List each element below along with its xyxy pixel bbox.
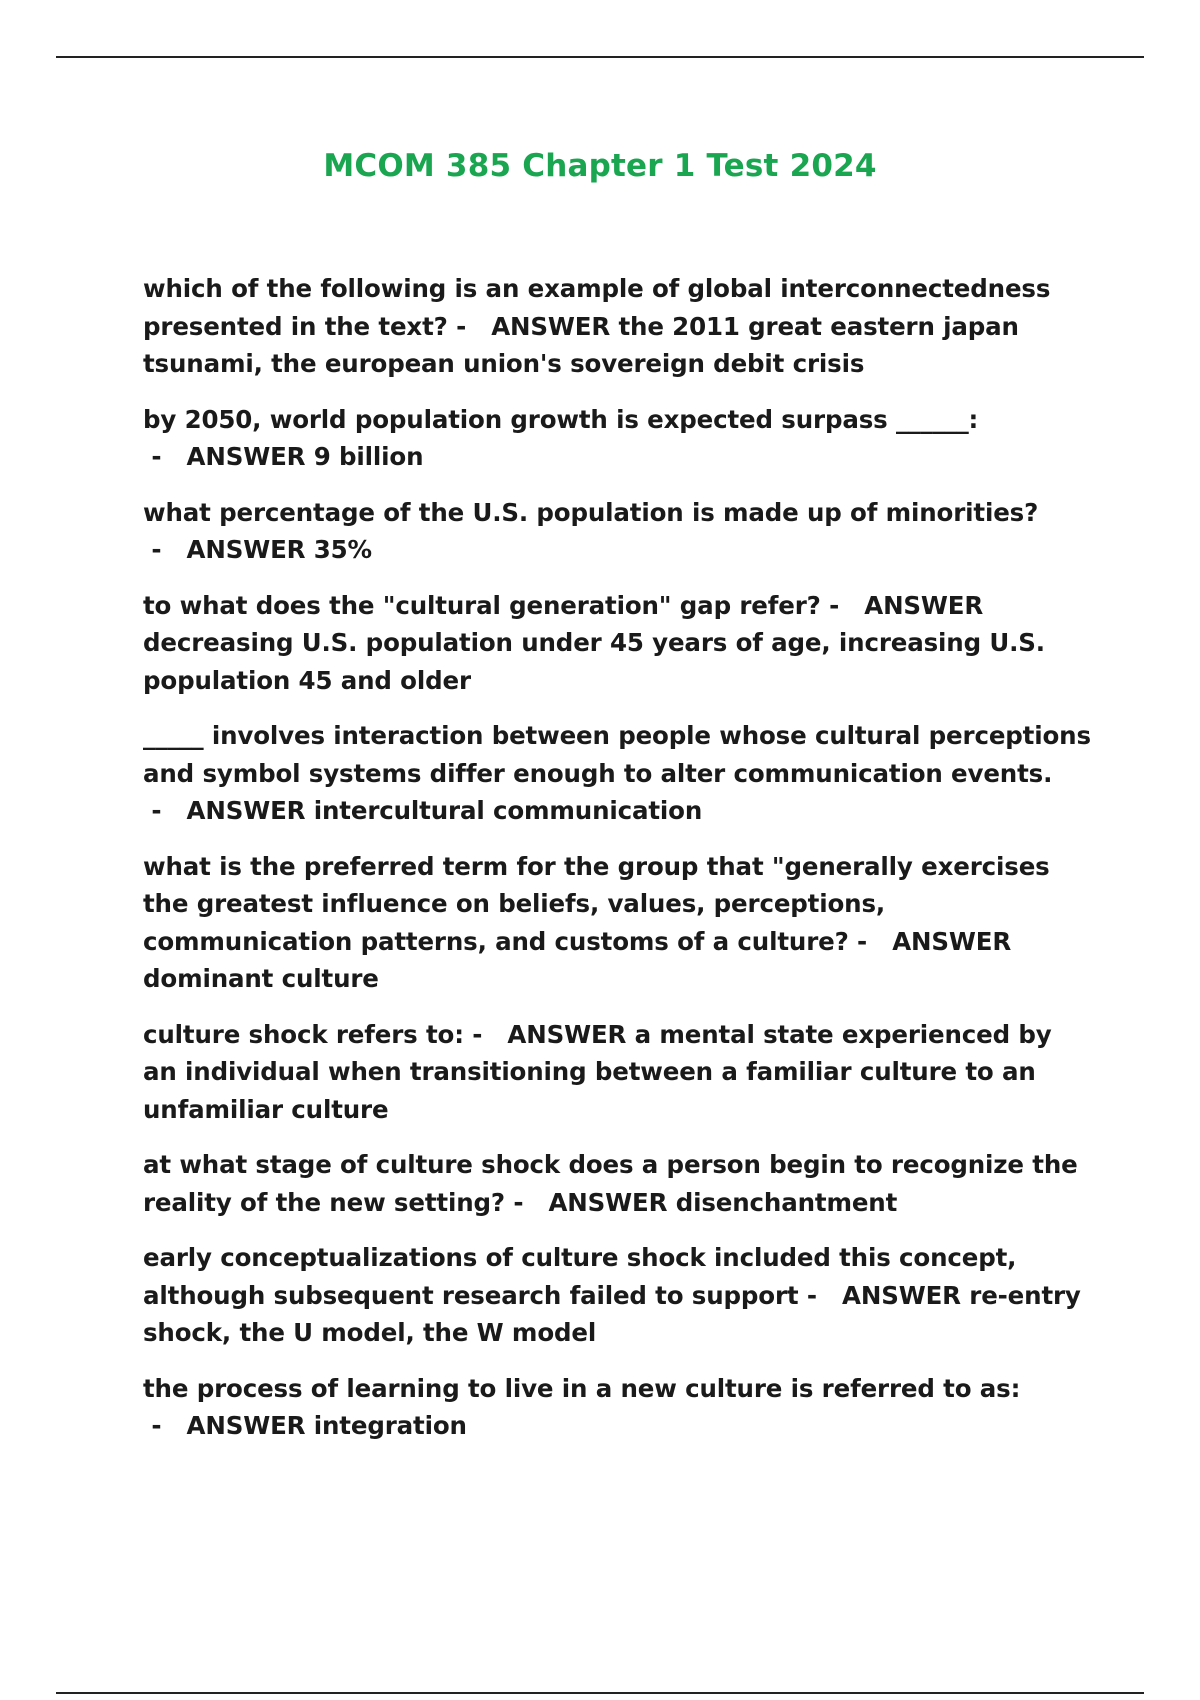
answer-text: ANSWER 9 billion (186, 442, 424, 471)
question-text: which of the following is an example of global interconnectedness presented in the text? (143, 274, 1051, 341)
answer-text: ANSWER disenchantment (548, 1187, 898, 1217)
answer-text: ANSWER decreasing U.S. population under 45 years of age, increasing U.S. population 45 and older (143, 590, 1045, 695)
question-list (143, 270, 1093, 1463)
answer-text: ANSWER a mental state experienced by an individual when transitioning between a familiar culture to an unfamiliar culture (143, 1019, 1052, 1124)
answer-text: ANSWER 35% (186, 535, 372, 564)
question-text: the process of learning to live in a new culture is referred to as: (143, 1373, 1021, 1403)
answer-text: ANSWER dominant culture (143, 926, 1012, 993)
answer-text: ANSWER re-entry shock, the U model, the W model (143, 1280, 1081, 1347)
answer-separator: - (143, 796, 187, 825)
qa-item (143, 270, 1093, 383)
bottom-rule (56, 1692, 1144, 1694)
question-text: what percentage of the U.S. population is made up of minorities? (143, 497, 1039, 527)
answer-separator: - (143, 442, 187, 471)
answer-separator: - (820, 590, 865, 620)
answer-separator: - (143, 1411, 187, 1440)
question-text: _____ involves interaction between people whose cultural perceptions and symbol systems differ enough to alter communication events. (143, 721, 1091, 788)
question-text: what is the preferred term for the group that "generally exercises the greatest influence on beliefs, values, perceptions, communication patterns, and customs of a culture? (143, 851, 1050, 956)
answer-text: ANSWER the 2011 great eastern japan tsunami, the european union's sovereign debit crisis (143, 311, 1019, 378)
question-text: to what does the "cultural generation" gap refer? (143, 590, 821, 620)
qa-item (143, 1239, 1093, 1352)
answer-separator: - (447, 311, 492, 341)
qa-item (143, 848, 1093, 998)
answer-separator: - (848, 926, 893, 956)
qa-item (143, 494, 1093, 569)
question-text: at what stage of culture shock does a person begin to recognize the reality of the new setting? (143, 1150, 1078, 1217)
question-text: early conceptualizations of culture shock included this concept, although subsequent research failed to support (143, 1243, 1017, 1310)
question-text: by 2050, world population growth is expected surpass ______: (143, 404, 979, 434)
answer-separator: - (143, 535, 187, 564)
answer-text: ANSWER integration (186, 1411, 467, 1440)
qa-item (143, 1016, 1093, 1129)
qa-item (143, 587, 1093, 700)
qa-item (143, 1146, 1093, 1221)
qa-item (143, 401, 1093, 476)
answer-text: ANSWER intercultural communication (186, 796, 703, 825)
question-text: culture shock refers to: (143, 1019, 464, 1049)
qa-item (143, 1370, 1093, 1445)
answer-separator: - (504, 1187, 549, 1217)
answer-separator: - (463, 1019, 508, 1049)
top-rule (56, 56, 1144, 58)
answer-separator: - (798, 1280, 843, 1310)
qa-item (143, 717, 1093, 830)
page-title: MCOM 385 Chapter 1 Test 2024 (323, 148, 877, 184)
